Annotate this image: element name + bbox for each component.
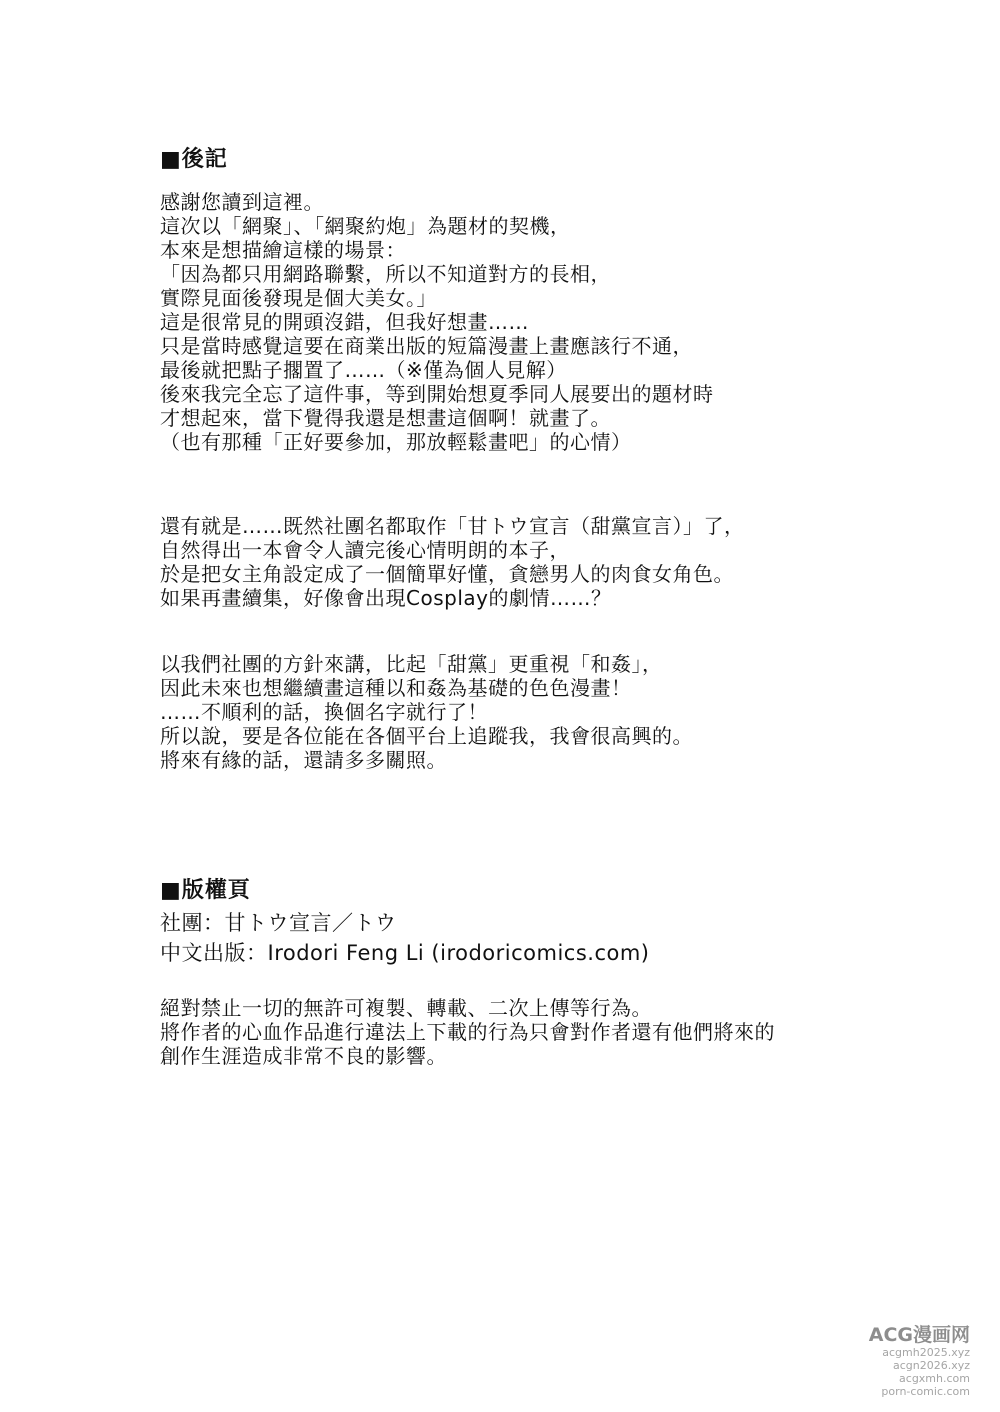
afterword-paragraph-1 <box>160 190 900 454</box>
text-line: 最後就把點子擱置了……（※僅為個人見解） <box>160 358 567 382</box>
afterword-heading: ■後記 <box>160 147 228 172</box>
text-line: 感謝您讀到這裡。 <box>160 190 324 214</box>
text-line: 以我們社團的方針來講，比起「甜黨」更重視「和姦」， <box>160 652 663 676</box>
text-line: 只是當時感覺這要在商業出版的短篇漫畫上畫應該行不通， <box>160 334 693 358</box>
text-line: 才想起來，當下覺得我還是想畫這個啊！就畫了。 <box>160 406 611 430</box>
site-watermark <box>858 1324 970 1398</box>
watermark-domain: acgn2026.xyz <box>892 1359 970 1372</box>
text-line: （也有那種「正好要參加，那放輕鬆畫吧」的心情） <box>160 430 632 454</box>
text-line: 實際見面後發現是個大美女。」 <box>160 286 437 310</box>
text-line: 如果再畫續集，好像會出現Cosplay的劇情……？ <box>160 586 612 610</box>
text-line: 創作生涯造成非常不良的影響。 <box>160 1044 447 1068</box>
text-line: 自然得出一本會令人讀完後心情明朗的本子， <box>160 538 570 562</box>
watermark-domain: acgmh2025.xyz <box>882 1346 970 1359</box>
text-line: 於是把女主角設定成了一個簡單好懂，貪戀男人的肉食女角色。 <box>160 562 734 586</box>
publisher-credit: 中文出版：Irodori Feng Li (irodoricomics.com) <box>160 941 650 965</box>
watermark-brand: ACG漫画网 <box>868 1324 970 1346</box>
circle-credit: 社團：甘トウ宣言／トウ <box>160 911 397 935</box>
text-line: 將作者的心血作品進行違法上下載的行為只會對作者還有他們將來的 <box>160 1020 775 1044</box>
text-line: 本來是想描繪這樣的場景： <box>160 238 406 262</box>
copyright-credits <box>160 908 900 968</box>
text-line: ……不順利的話，換個名字就行了！ <box>160 700 488 724</box>
afterword-paragraph-2 <box>160 514 900 610</box>
text-line: 這次以「網聚」、「網聚約炮」為題材的契機， <box>160 214 571 238</box>
copyright-heading: ■版權頁 <box>160 878 251 903</box>
watermark-domain: acgxmh.com <box>899 1372 970 1385</box>
afterword-paragraph-3 <box>160 652 900 772</box>
text-line: 這是很常見的開頭沒錯，但我好想畫…… <box>160 310 529 334</box>
watermark-domain: porn-comic.com <box>881 1385 970 1398</box>
text-line: 還有就是……既然社團名都取作「甘トウ宣言（甜黨宣言）」了， <box>160 514 745 538</box>
text-line: 將來有緣的話，還請多多關照。 <box>160 748 447 772</box>
text-line: 後來我完全忘了這件事，等到開始想夏季同人展要出的題材時 <box>160 382 714 406</box>
copyright-notice <box>160 996 900 1068</box>
text-line: 「因為都只用網路聯繫，所以不知道對方的長相， <box>160 262 611 286</box>
text-line: 因此未來也想繼續畫這種以和姦為基礎的色色漫畫！ <box>160 676 632 700</box>
text-line: 所以說，要是各位能在各個平台上追蹤我，我會很高興的。 <box>160 724 693 748</box>
text-line: 絕對禁止一切的無許可複製、轉載、二次上傳等行為。 <box>160 996 652 1020</box>
